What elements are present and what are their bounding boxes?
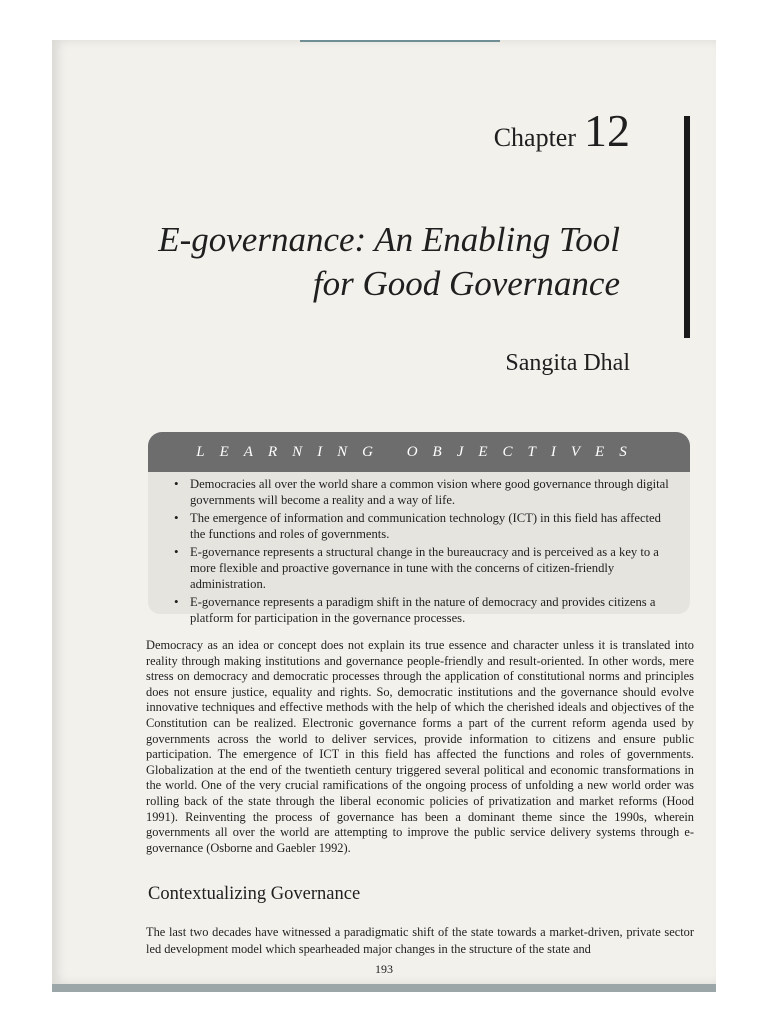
learning-objective-item: • Democracies all over the world share a common vision where good governance through digital governments will become a reality and a way of life. [178,476,672,508]
page-number: 193 [375,962,393,976]
author-name: Sangita Dhal [505,350,630,376]
learning-objectives-list [148,472,690,626]
learning-objective-item: • E-governance represents a structural change in the bureaucracy and is perceived as a key to a more flexible and proactive governance in tune with the concerns of citizen-friendly administration. [178,544,672,592]
chapter-title-line-2: for Good Governance [312,264,620,303]
learning-objectives-box [148,472,690,625]
body-paragraph-1: Democracy as an idea or concept does not explain its true essence and character unless it is translated into reality through making institutions and governance people-friendly and result-oriented. In other words, mere stress on democracy and democratic processes through the application of constitutional norms and principles does not ensure justice, equality and rights. So, democratic institutions and the governance should evolve innovative techniques and effective methods with the help of which the cherished ideals and objectives of the Constitution can be realized. Electronic governance forms a part of the current reform agenda used by governments across the world to deliver services, provide information to citizens and ensure public participation. The emergence of ICT in this field has affected the functions and roles of governments. Globalization at the end of the twentieth century triggered several political and economic transformations in the world. One of the very crucial ramifications of the ongoing process of unfolding a new world order was rolling back of the state through the liberal economic policies of privatization and market reforms (Hood 1991). Reinventing the process of governance has been a dominant theme since the 1990s, wherein governments all over the world are attempting to improve the public service delivery systems through e-governance (Osborne and Gaebler 1992). [146,638,694,855]
book-page [52,40,716,984]
learning-objective-item: • The emergence of information and communication technology (ICT) in this field has affected the functions and roles of governments. [178,510,672,542]
body-paragraph-2: The last two decades have witnessed a paradigmatic shift of the state towards a market-driven, private sector led development model which spearheaded major changes in the structure of the state and [146,925,694,956]
page-top-edge [300,40,500,42]
section-heading: Contextualizing Governance [148,884,361,904]
chapter-number: 12 [584,105,630,156]
chapter-word: Chapter [493,123,576,153]
chapter-title [158,218,620,306]
chapter-title-line-1: E-governance: An Enabling Tool [158,220,620,259]
page-bottom-band [52,984,716,992]
learning-objectives-heading: LEARNING OBJECTIVES [148,432,690,472]
chapter-divider-bar [684,116,690,338]
learning-objective-item: • E-governance represents a paradigm shift in the nature of democracy and provides citizens a platform for participation in the governance processes. [178,594,672,626]
chapter-label [52,105,716,156]
